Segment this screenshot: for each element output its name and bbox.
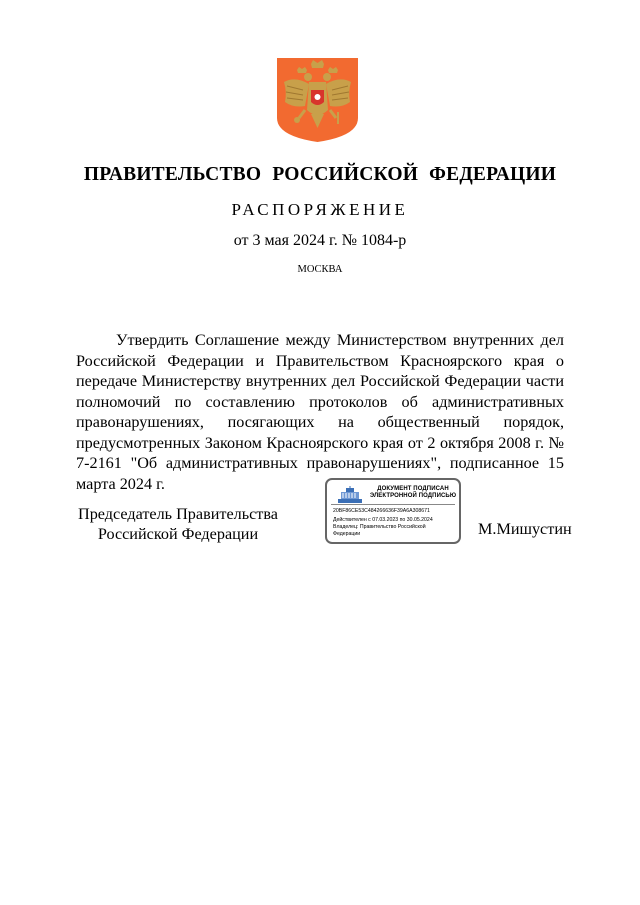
electronic-signature-stamp [325, 478, 461, 544]
stamp-owner-line2: Федерации [333, 531, 361, 537]
stamp-owner-line1: Владелец: Правительство Российской [333, 524, 426, 530]
stamp-title [367, 486, 459, 500]
signer-position-line1: Председатель Правительства [78, 505, 278, 523]
stamp-title-line2: ЭЛЕКТРОННОЙ ПОДПИСЬЮ [369, 493, 457, 499]
government-title: ПРАВИТЕЛЬСТВО РОССИЙСКОЙ ФЕДЕРАЦИИ [83, 164, 557, 185]
order-text: Утвердить Соглашение между Министерством внутренних дел Российской Федерации и Правительством Красноярского края о передаче Министерству внутренних дел Российской Федерации части полномочий по составлению протоколов об административных правонарушениях, посягающих на общественный порядок, предусмотренных Законом Красноярского края от 2 октября 2008 г. № 7-2161 "Об административных правонарушениях", подписанное 15 марта 2024 г. [76, 331, 564, 493]
stamp-certificate: 20BF86CE53C484266636F39A6A308671 [333, 508, 430, 514]
document-date-number: от 3 мая 2024 г. № 1084-р [233, 232, 407, 249]
coat-of-arms-icon [275, 56, 360, 143]
stamp-divider [331, 504, 455, 505]
government-building-icon [337, 486, 363, 504]
stamp-title-line1: ДОКУМЕНТ ПОДПИСАН [377, 486, 449, 492]
document-type: РАСПОРЯЖЕНИЕ [231, 200, 409, 219]
signer-position [78, 504, 278, 544]
signer-position-line2: Российской Федерации [97, 525, 259, 543]
stamp-valid-period: Действителен с 07.03.2023 по 30.05.2024 [333, 517, 433, 523]
document-city: МОСКВА [297, 264, 343, 275]
signer-name: М.Мишустин [478, 520, 572, 538]
